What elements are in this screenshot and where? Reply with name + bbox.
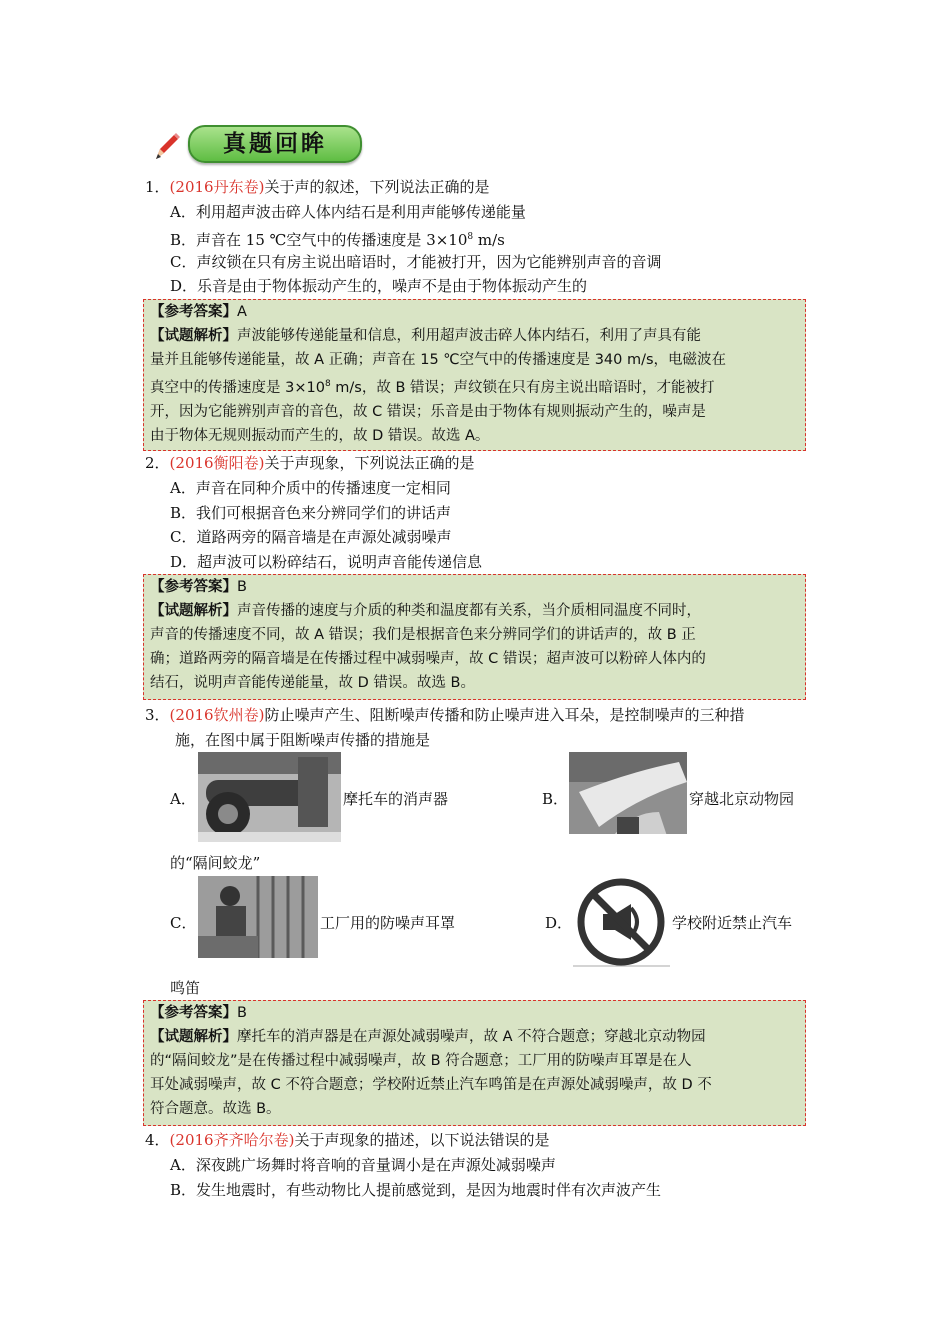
option-d-text-wrap: 鸣笛 [170,979,201,997]
option-b-letter: B． [542,790,569,808]
no-horn-sign-icon [573,876,670,968]
option-d-letter: D． [545,914,573,932]
question-source: (2016钦州卷) [169,706,265,724]
question-3-stem-continued: 施，在图中属于阻断噪声传播的措施是 [175,731,431,749]
answer-value: A [237,304,247,320]
option-d-text: 学校附近禁止汽车 [672,914,793,932]
question-4: 4．(2016齐齐哈尔卷)关于声现象的描述，以下说法错误的是 [145,1131,550,1149]
question-2: 2．(2016衡阳卷)关于声现象，下列说法正确的是 [145,454,475,472]
question-source: (2016丹东卷) [169,178,265,196]
pencil-icon [150,129,184,163]
option-d: D．乐音是由于物体振动产生的，噪声不是由于物体振动产生的 [170,277,588,295]
option-b: B．我们可根据音色来分辨同学们的讲话声 [170,504,452,522]
section-title: 真题回眸 [188,125,362,163]
answer-value: B [237,1005,247,1021]
question-3: 3．(2016钦州卷)防止噪声产生、阻断噪声传播和防止噪声进入耳朵，是控制噪声的三种措 [145,706,745,724]
option-b-text-wrap: 的“隔间蛟龙” [170,854,261,872]
question-source: (2016衡阳卷) [169,454,265,472]
option-c-letter: C． [170,914,197,932]
option-c-text: 工厂用的防噪声耳罩 [320,914,456,932]
question-source: (2016齐齐哈尔卷) [169,1131,295,1149]
option-c: C．声纹锁在只有房主说出暗语时，才能被打开，因为它能辨别声音的音调 [170,253,662,271]
option-b-text: 穿越北京动物园 [689,790,795,808]
option-b: B．发生地震时，有些动物比人提前感觉到，是因为地震时伴有次声波产生 [170,1181,662,1199]
answer-box: 【参考答案】B 【试题解析】声音传播的速度与介质的种类和温度都有关系，当介质相同温度不同时， 声音的传播速度不同，故 A 错误；我们是根据音色来分辨同学们的讲话声的，故 B 正 确；道路两旁的隔音墙是在传播过程中减弱噪声，故 C 错误；超声波可以粉碎人体内的 结石，说明声音能传递能量，故 D 错误。故选 B。 [143,574,806,700]
option-a: A．利用超声波击碎人体内结石是利用声能够传递能量 [170,203,526,221]
answer-value: B [237,579,247,595]
question-1: 1．(2016丹东卷)关于声的叙述，下列说法正确的是 [145,178,490,196]
option-a-letter: A． [170,790,196,808]
answer-box: 【参考答案】B 【试题解析】摩托车的消声器是在声源处减弱噪声，故 A 不符合题意；穿越北京动物园 的“隔间蛟龙”是在传播过程中减弱噪声，故 B 符合题意；工厂用的防噪声耳罩是在人 耳处减弱噪声，故 C 不符合题意；学校附近禁止汽车鸣笛是在声源处减弱噪声，故 D 不 符合题意。故选 B。 [143,1000,806,1126]
option-a: A．声音在同种介质中的传播速度一定相同 [170,479,451,497]
option-c: C．道路两旁的隔音墙是在声源处减弱噪声 [170,528,452,546]
option-a-text: 摩托车的消声器 [343,790,449,808]
option-d: D．超声波可以粉碎结石，说明声音能传递信息 [170,553,483,571]
option-b: B．声音在 15 ℃空气中的传播速度是 $3\times 10^8$ m/s [170,231,505,249]
motorcycle-muffler-image [198,752,341,842]
sound-barrier-tunnel-image [569,752,687,842]
option-a: A．深夜跳广场舞时将音响的音量调小是在声源处减弱噪声 [170,1156,556,1174]
answer-box: 【参考答案】A 【试题解析】声波能够传递能量和信息，利用超声波击碎人体内结石，利用了声具有能 量并且能够传递能量，故 A 正确；声音在 15 ℃空气中的传播速度是 340 m/s，电磁波在 真空中的传播速度是 $3\times 10^8$ m/s，故 B 错误；声纹锁在只有房主说出暗语时，才能被打 开，因为它能辨别声音的音色，故 C 错误；乐音是由于物体有规则振动产生的，噪声是 由于物体无规则振动而产生的，故 D 错误。故选 A。 [143,299,806,451]
factory-earmuffs-image [198,876,318,966]
